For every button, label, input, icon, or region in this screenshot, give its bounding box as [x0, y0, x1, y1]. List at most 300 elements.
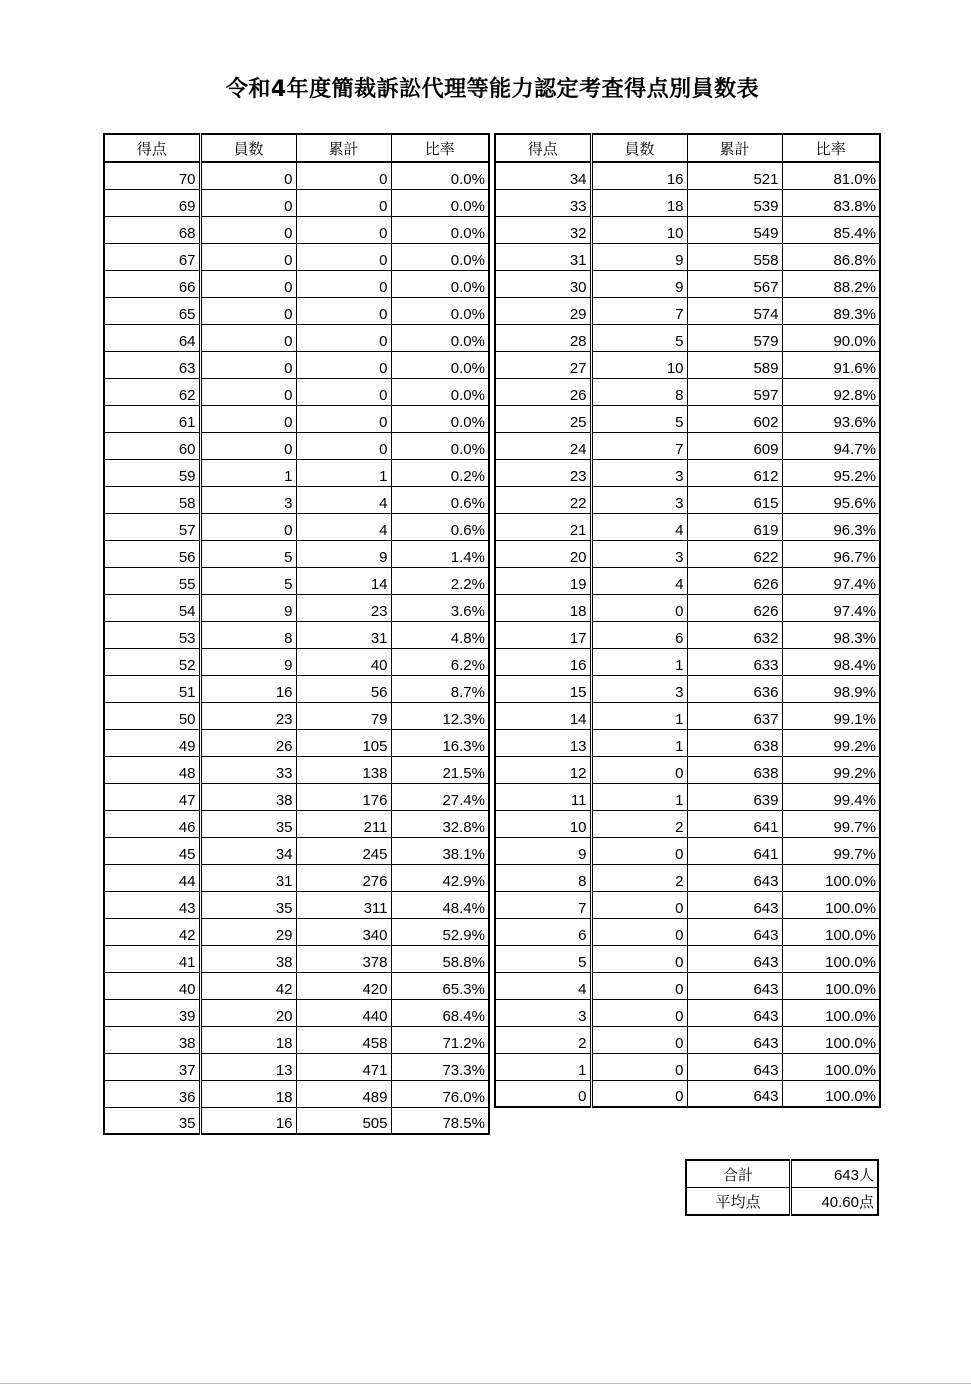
cell-count: 18	[591, 189, 687, 216]
page-title: 令和4年度簡裁訴訟代理等能力認定考査得点別員数表	[225, 77, 760, 102]
cell-score: 21	[495, 513, 591, 540]
cell-count: 35	[200, 891, 296, 918]
cell-count: 0	[591, 756, 687, 783]
cell-score: 18	[495, 594, 591, 621]
table-row	[104, 675, 489, 702]
cell-score: 64	[104, 324, 200, 351]
cell-ratio: 98.9%	[782, 675, 880, 702]
cell-score: 6	[495, 918, 591, 945]
cell-ratio: 100.0%	[782, 1026, 880, 1053]
table-row	[104, 1026, 489, 1053]
cell-cumulative: 0	[296, 243, 391, 270]
cell-cumulative: 56	[296, 675, 391, 702]
page-bottom-divider	[0, 1383, 971, 1384]
cell-cumulative: 0	[296, 324, 391, 351]
cell-score: 62	[104, 378, 200, 405]
cell-score: 49	[104, 729, 200, 756]
table-row	[104, 540, 489, 567]
cell-ratio: 12.3%	[391, 702, 489, 729]
cell-score: 29	[495, 297, 591, 324]
cell-cumulative: 471	[296, 1053, 391, 1080]
cell-cumulative: 176	[296, 783, 391, 810]
cell-ratio: 0.0%	[391, 297, 489, 324]
cell-count: 9	[200, 648, 296, 675]
cell-count: 0	[591, 891, 687, 918]
table-row	[495, 783, 880, 810]
table-row	[495, 648, 880, 675]
table-row	[104, 648, 489, 675]
cell-count: 0	[591, 1026, 687, 1053]
cell-ratio: 100.0%	[782, 999, 880, 1026]
cell-cumulative: 638	[687, 729, 782, 756]
cell-score: 55	[104, 567, 200, 594]
cell-score: 4	[495, 972, 591, 999]
cell-count: 4	[591, 513, 687, 540]
average-value: 40.60点	[791, 1188, 879, 1216]
cell-cumulative: 632	[687, 621, 782, 648]
cell-ratio: 99.2%	[782, 729, 880, 756]
header-cumulative: 累計	[687, 134, 782, 162]
cell-cumulative: 567	[687, 270, 782, 297]
cell-count: 5	[591, 405, 687, 432]
cell-cumulative: 626	[687, 567, 782, 594]
cell-ratio: 58.8%	[391, 945, 489, 972]
cell-ratio: 71.2%	[391, 1026, 489, 1053]
cell-cumulative: 340	[296, 918, 391, 945]
table-row	[495, 1026, 880, 1053]
cell-cumulative: 643	[687, 972, 782, 999]
cell-count: 0	[591, 945, 687, 972]
cell-count: 18	[200, 1026, 296, 1053]
cell-count: 0	[200, 270, 296, 297]
cell-count: 0	[591, 837, 687, 864]
table-row	[495, 270, 880, 297]
cell-count: 0	[200, 324, 296, 351]
cell-ratio: 100.0%	[782, 945, 880, 972]
cell-ratio: 86.8%	[782, 243, 880, 270]
table-row	[495, 324, 880, 351]
cell-cumulative: 276	[296, 864, 391, 891]
cell-score: 0	[578, 1088, 587, 1105]
cell-score: 3	[495, 999, 591, 1026]
cell-score: 60	[104, 432, 200, 459]
header-ratio: 比率	[782, 134, 880, 162]
cell-score: 19	[495, 567, 591, 594]
cell-ratio: 92.8%	[782, 378, 880, 405]
header-score: 得点	[104, 134, 200, 162]
table-row	[104, 486, 489, 513]
cell-ratio: 81.0%	[782, 162, 880, 189]
table-row	[104, 351, 489, 378]
cell-score: 9	[495, 837, 591, 864]
cell-count: 3	[591, 675, 687, 702]
cell-ratio: 38.1%	[391, 837, 489, 864]
cell-ratio: 0.6%	[391, 513, 489, 540]
table-row	[104, 837, 489, 864]
cell-score: 13	[495, 729, 591, 756]
table-row	[104, 162, 489, 189]
cell-count: 0	[591, 972, 687, 999]
cell-score: 70	[104, 162, 200, 189]
cell-cumulative: 440	[296, 999, 391, 1026]
cell-count: 34	[200, 837, 296, 864]
cell-cumulative: 597	[687, 378, 782, 405]
cell-score: 22	[495, 486, 591, 513]
cell-ratio: 3.6%	[391, 594, 489, 621]
header-row	[495, 134, 880, 162]
cell-cumulative: 0	[296, 162, 391, 189]
cell-score: 52	[104, 648, 200, 675]
table-row	[104, 513, 489, 540]
cell-score: 56	[104, 540, 200, 567]
table-row	[495, 432, 880, 459]
cell-cumulative: 0	[296, 405, 391, 432]
cell-ratio: 97.4%	[782, 594, 880, 621]
cell-score: 35	[178, 1115, 196, 1132]
cell-count: 1	[591, 702, 687, 729]
summary-table	[685, 1159, 879, 1216]
cell-cumulative: 23	[296, 594, 391, 621]
header-score: 得点	[495, 134, 591, 162]
table-row	[104, 702, 489, 729]
cell-ratio: 0.2%	[391, 459, 489, 486]
cell-count: 1	[200, 459, 296, 486]
cell-score: 63	[104, 351, 200, 378]
table-row	[104, 810, 489, 837]
cell-cumulative: 637	[687, 702, 782, 729]
cell-count: 5	[591, 324, 687, 351]
cell-ratio: 0.0%	[391, 324, 489, 351]
score-table-left	[103, 133, 490, 1135]
table-row	[495, 513, 880, 540]
cell-cumulative: 420	[296, 972, 391, 999]
table-row	[495, 621, 880, 648]
table-row	[104, 1053, 489, 1080]
cell-cumulative: 4	[296, 513, 391, 540]
table-row	[104, 945, 489, 972]
cell-score: 1	[495, 1053, 591, 1080]
cell-count: 4	[591, 567, 687, 594]
cell-cumulative: 574	[687, 297, 782, 324]
table-row	[495, 405, 880, 432]
table-row	[495, 189, 880, 216]
table-row	[495, 837, 880, 864]
cell-score: 57	[104, 513, 200, 540]
cell-count: 42	[200, 972, 296, 999]
cell-count: 33	[200, 756, 296, 783]
cell-ratio: 96.3%	[782, 513, 880, 540]
cell-ratio: 83.8%	[782, 189, 880, 216]
cell-count: 7	[591, 432, 687, 459]
cell-cumulative: 643	[687, 1053, 782, 1080]
cell-count: 0	[200, 432, 296, 459]
cell-cumulative: 378	[296, 945, 391, 972]
cell-score: 30	[495, 270, 591, 297]
table-row	[104, 972, 489, 999]
cell-count: 6	[591, 621, 687, 648]
cell-count: 0	[200, 351, 296, 378]
cell-ratio: 0.6%	[391, 486, 489, 513]
table-row	[104, 324, 489, 351]
cell-score: 46	[104, 810, 200, 837]
cell-count: 1	[591, 783, 687, 810]
cell-ratio: 88.2%	[782, 270, 880, 297]
cell-ratio: 8.7%	[391, 675, 489, 702]
cell-cumulative: 0	[296, 270, 391, 297]
cell-count: 9	[200, 594, 296, 621]
table-row	[104, 891, 489, 918]
cell-cumulative: 138	[296, 756, 391, 783]
cell-count: 20	[200, 999, 296, 1026]
cell-cumulative: 311	[296, 891, 391, 918]
cell-cumulative: 14	[296, 567, 391, 594]
cell-ratio: 99.7%	[782, 837, 880, 864]
cell-score: 11	[495, 783, 591, 810]
cell-score: 47	[104, 783, 200, 810]
cell-ratio: 100.0%	[782, 1080, 880, 1107]
cell-score: 66	[104, 270, 200, 297]
cell-score: 42	[104, 918, 200, 945]
table-row	[495, 594, 880, 621]
cell-cumulative: 4	[296, 486, 391, 513]
cell-count: 10	[591, 216, 687, 243]
cell-ratio: 0.0%	[391, 189, 489, 216]
cell-ratio: 99.1%	[782, 702, 880, 729]
cell-score: 38	[104, 1026, 200, 1053]
cell-score: 10	[495, 810, 591, 837]
cell-cumulative: 643	[687, 999, 782, 1026]
cell-ratio: 2.2%	[391, 567, 489, 594]
cell-ratio: 85.4%	[782, 216, 880, 243]
cell-cumulative: 40	[296, 648, 391, 675]
cell-cumulative: 211	[296, 810, 391, 837]
table-row	[495, 162, 880, 189]
cell-cumulative: 609	[687, 432, 782, 459]
total-value: 643人	[791, 1160, 879, 1188]
cell-score: 20	[495, 540, 591, 567]
cell-count: 3	[591, 459, 687, 486]
cell-score: 67	[104, 243, 200, 270]
cell-ratio: 99.7%	[782, 810, 880, 837]
table-row	[495, 864, 880, 891]
cell-cumulative: 643	[687, 1080, 782, 1107]
cell-cumulative: 0	[296, 189, 391, 216]
cell-ratio: 73.3%	[391, 1053, 489, 1080]
cell-ratio: 94.7%	[782, 432, 880, 459]
cell-score: 16	[495, 648, 591, 675]
cell-cumulative: 643	[687, 1026, 782, 1053]
cell-cumulative: 639	[687, 783, 782, 810]
cell-score: 68	[104, 216, 200, 243]
cell-ratio: 95.2%	[782, 459, 880, 486]
cell-score: 61	[104, 405, 200, 432]
cell-count: 38	[200, 783, 296, 810]
cell-cumulative: 0	[296, 432, 391, 459]
cell-cumulative: 1	[296, 459, 391, 486]
header-count: 員数	[200, 134, 296, 162]
table-row	[495, 567, 880, 594]
cell-count: 13	[200, 1053, 296, 1080]
table-row	[495, 702, 880, 729]
cell-cumulative: 638	[687, 756, 782, 783]
cell-count: 1	[591, 729, 687, 756]
cell-ratio: 0.0%	[391, 405, 489, 432]
cell-count: 5	[200, 567, 296, 594]
cell-count: 0	[200, 216, 296, 243]
cell-ratio: 48.4%	[391, 891, 489, 918]
cell-count: 16	[200, 1107, 296, 1134]
cell-count: 2	[591, 810, 687, 837]
cell-ratio: 0.0%	[391, 432, 489, 459]
cell-score: 40	[104, 972, 200, 999]
table-row	[104, 864, 489, 891]
table-row	[495, 378, 880, 405]
cell-score: 43	[104, 891, 200, 918]
cell-count: 31	[200, 864, 296, 891]
cell-count: 0	[200, 297, 296, 324]
table-row	[104, 594, 489, 621]
cell-cumulative: 622	[687, 540, 782, 567]
table-row	[104, 567, 489, 594]
cell-score: 12	[495, 756, 591, 783]
cell-cumulative: 643	[687, 864, 782, 891]
cell-count: 23	[200, 702, 296, 729]
cell-cumulative: 643	[687, 891, 782, 918]
cell-score: 8	[495, 864, 591, 891]
cell-count: 7	[591, 297, 687, 324]
cell-cumulative: 0	[296, 216, 391, 243]
cell-score: 54	[104, 594, 200, 621]
cell-ratio: 32.8%	[391, 810, 489, 837]
cell-cumulative: 636	[687, 675, 782, 702]
header-row	[104, 134, 489, 162]
cell-count: 8	[591, 378, 687, 405]
cell-ratio: 0.0%	[391, 162, 489, 189]
cell-score: 37	[104, 1053, 200, 1080]
cell-ratio: 78.5%	[391, 1107, 489, 1134]
cell-score: 31	[495, 243, 591, 270]
table-row	[104, 999, 489, 1026]
table-row	[495, 351, 880, 378]
cell-count: 38	[200, 945, 296, 972]
table-row	[495, 243, 880, 270]
cell-cumulative: 549	[687, 216, 782, 243]
table-row	[495, 756, 880, 783]
cell-count: 16	[200, 675, 296, 702]
cell-cumulative: 643	[687, 945, 782, 972]
cell-score: 44	[104, 864, 200, 891]
cell-ratio: 52.9%	[391, 918, 489, 945]
cell-cumulative: 521	[687, 162, 782, 189]
table-row	[495, 918, 880, 945]
cell-score: 36	[104, 1080, 200, 1107]
cell-score: 69	[104, 189, 200, 216]
cell-cumulative: 458	[296, 1026, 391, 1053]
cell-cumulative: 641	[687, 810, 782, 837]
summary-total-row	[686, 1160, 878, 1188]
cell-cumulative: 643	[687, 918, 782, 945]
cell-ratio: 0.0%	[391, 378, 489, 405]
score-table-right	[494, 133, 881, 1108]
cell-count: 3	[200, 486, 296, 513]
cell-score: 32	[495, 216, 591, 243]
cell-count: 0	[200, 243, 296, 270]
cell-cumulative: 79	[296, 702, 391, 729]
cell-count: 3	[591, 540, 687, 567]
cell-score: 59	[104, 459, 200, 486]
table-row	[104, 459, 489, 486]
cell-score: 33	[495, 189, 591, 216]
cell-ratio: 100.0%	[782, 1053, 880, 1080]
cell-cumulative: 9	[296, 540, 391, 567]
cell-ratio: 0.0%	[391, 351, 489, 378]
table-row	[104, 216, 489, 243]
table-row	[104, 405, 489, 432]
table-row	[104, 621, 489, 648]
header-count: 員数	[591, 134, 687, 162]
cell-score: 65	[104, 297, 200, 324]
cell-score: 53	[104, 621, 200, 648]
cell-ratio: 4.8%	[391, 621, 489, 648]
cell-count: 0	[591, 594, 687, 621]
cell-count: 8	[200, 621, 296, 648]
table-row	[495, 891, 880, 918]
table-row	[104, 918, 489, 945]
cell-ratio: 65.3%	[391, 972, 489, 999]
table-row	[495, 972, 880, 999]
cell-score: 24	[495, 432, 591, 459]
cell-count: 18	[200, 1080, 296, 1107]
cell-count: 0	[591, 918, 687, 945]
table-row	[495, 1080, 880, 1107]
cell-count: 5	[200, 540, 296, 567]
cell-count: 29	[200, 918, 296, 945]
table-row	[104, 1080, 489, 1107]
cell-cumulative: 0	[296, 378, 391, 405]
cell-cumulative: 626	[687, 594, 782, 621]
table-row	[495, 999, 880, 1026]
table-row	[495, 945, 880, 972]
summary-average-row	[686, 1188, 878, 1216]
cell-ratio: 21.5%	[391, 756, 489, 783]
cell-ratio: 100.0%	[782, 972, 880, 999]
cell-ratio: 89.3%	[782, 297, 880, 324]
cell-score: 5	[495, 945, 591, 972]
cell-count: 0	[591, 1080, 687, 1107]
cell-ratio: 16.3%	[391, 729, 489, 756]
table-row	[495, 486, 880, 513]
cell-ratio: 100.0%	[782, 891, 880, 918]
cell-cumulative: 558	[687, 243, 782, 270]
table-row	[495, 540, 880, 567]
cell-count: 0	[200, 378, 296, 405]
cell-cumulative: 641	[687, 837, 782, 864]
table-row	[104, 378, 489, 405]
cell-score: 27	[495, 351, 591, 378]
cell-count: 2	[591, 864, 687, 891]
cell-cumulative: 505	[296, 1107, 391, 1134]
cell-cumulative: 633	[687, 648, 782, 675]
cell-cumulative: 579	[687, 324, 782, 351]
cell-ratio: 95.6%	[782, 486, 880, 513]
cell-count: 0	[200, 162, 296, 189]
cell-cumulative: 0	[296, 351, 391, 378]
table-row	[495, 729, 880, 756]
cell-count: 3	[591, 486, 687, 513]
table-row	[104, 756, 489, 783]
total-label: 合計	[686, 1160, 791, 1188]
cell-ratio: 100.0%	[782, 918, 880, 945]
